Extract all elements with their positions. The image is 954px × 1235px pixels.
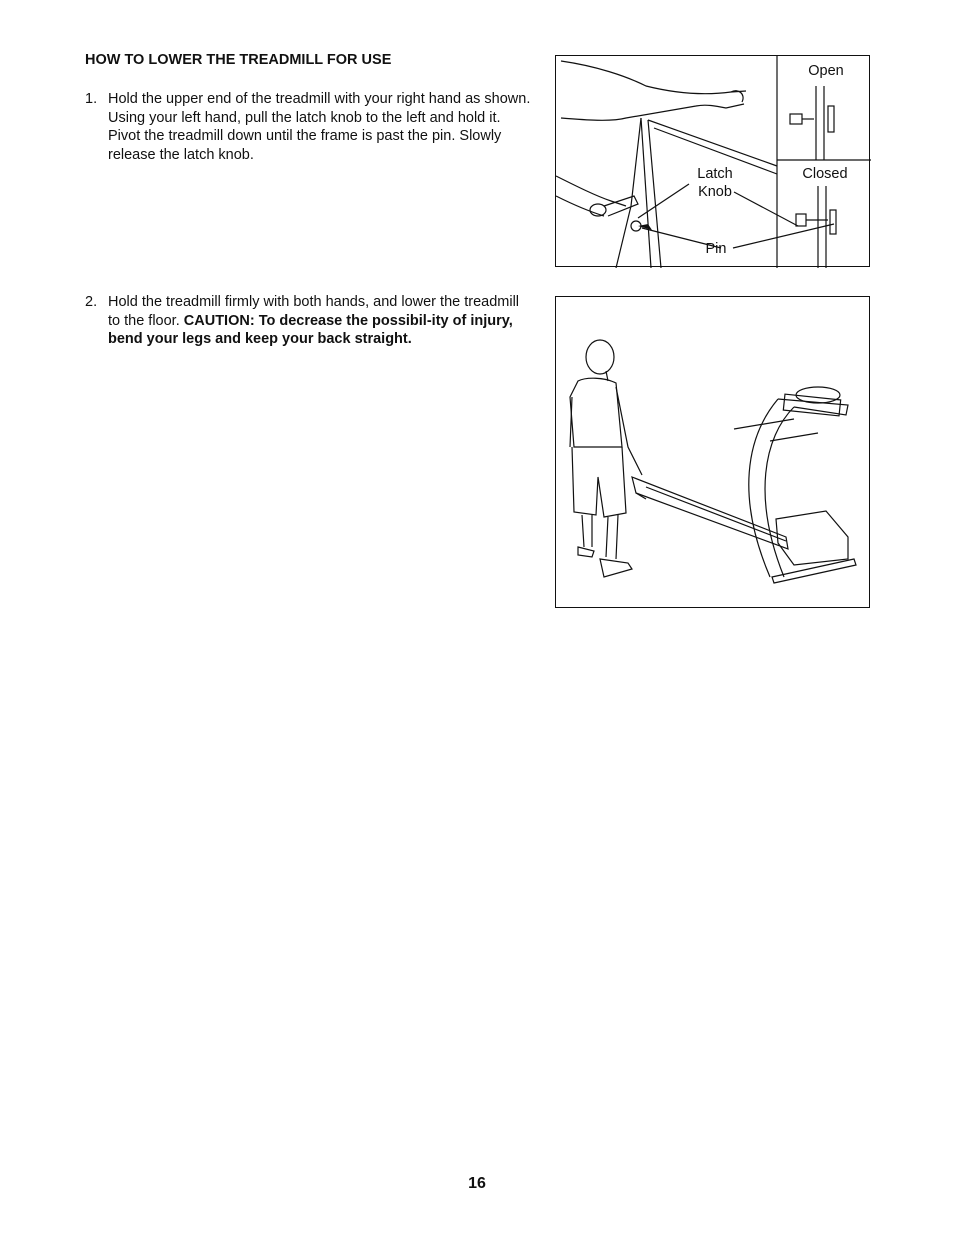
step-text-block	[108, 293, 535, 349]
pin-label: Pin	[705, 241, 727, 257]
caution-text: CAUTION: To decrease the possibil-ity of injury, bend your legs and keep your back straight.	[108, 312, 513, 348]
closed-label: Closed	[802, 166, 848, 182]
step-text: Hold the upper end of the treadmill with your right hand as shown. Using your left hand, pull the latch knob to the left and hold it. Pivot the treadmill down until the frame is past the pin. Slowly release the latch knob.	[108, 91, 531, 163]
latch-figure	[555, 55, 870, 267]
step-2	[85, 293, 535, 349]
step-number: 2.	[85, 294, 98, 310]
open-label: Open	[808, 63, 844, 79]
knob-label: Knob	[698, 184, 732, 200]
latch-label: Latch	[697, 166, 733, 182]
latch-illustration	[556, 56, 871, 268]
step-1	[85, 90, 535, 164]
lowering-figure	[555, 296, 870, 608]
step-text: Hold the treadmill firmly with both hands, and lower the treadmill to the floor.	[108, 294, 520, 329]
lowering-illustration	[556, 297, 871, 609]
page-number: 16	[468, 1175, 486, 1192]
section-heading: HOW TO LOWER THE TREADMILL FOR USE	[85, 52, 392, 68]
step-number: 1.	[85, 91, 98, 107]
